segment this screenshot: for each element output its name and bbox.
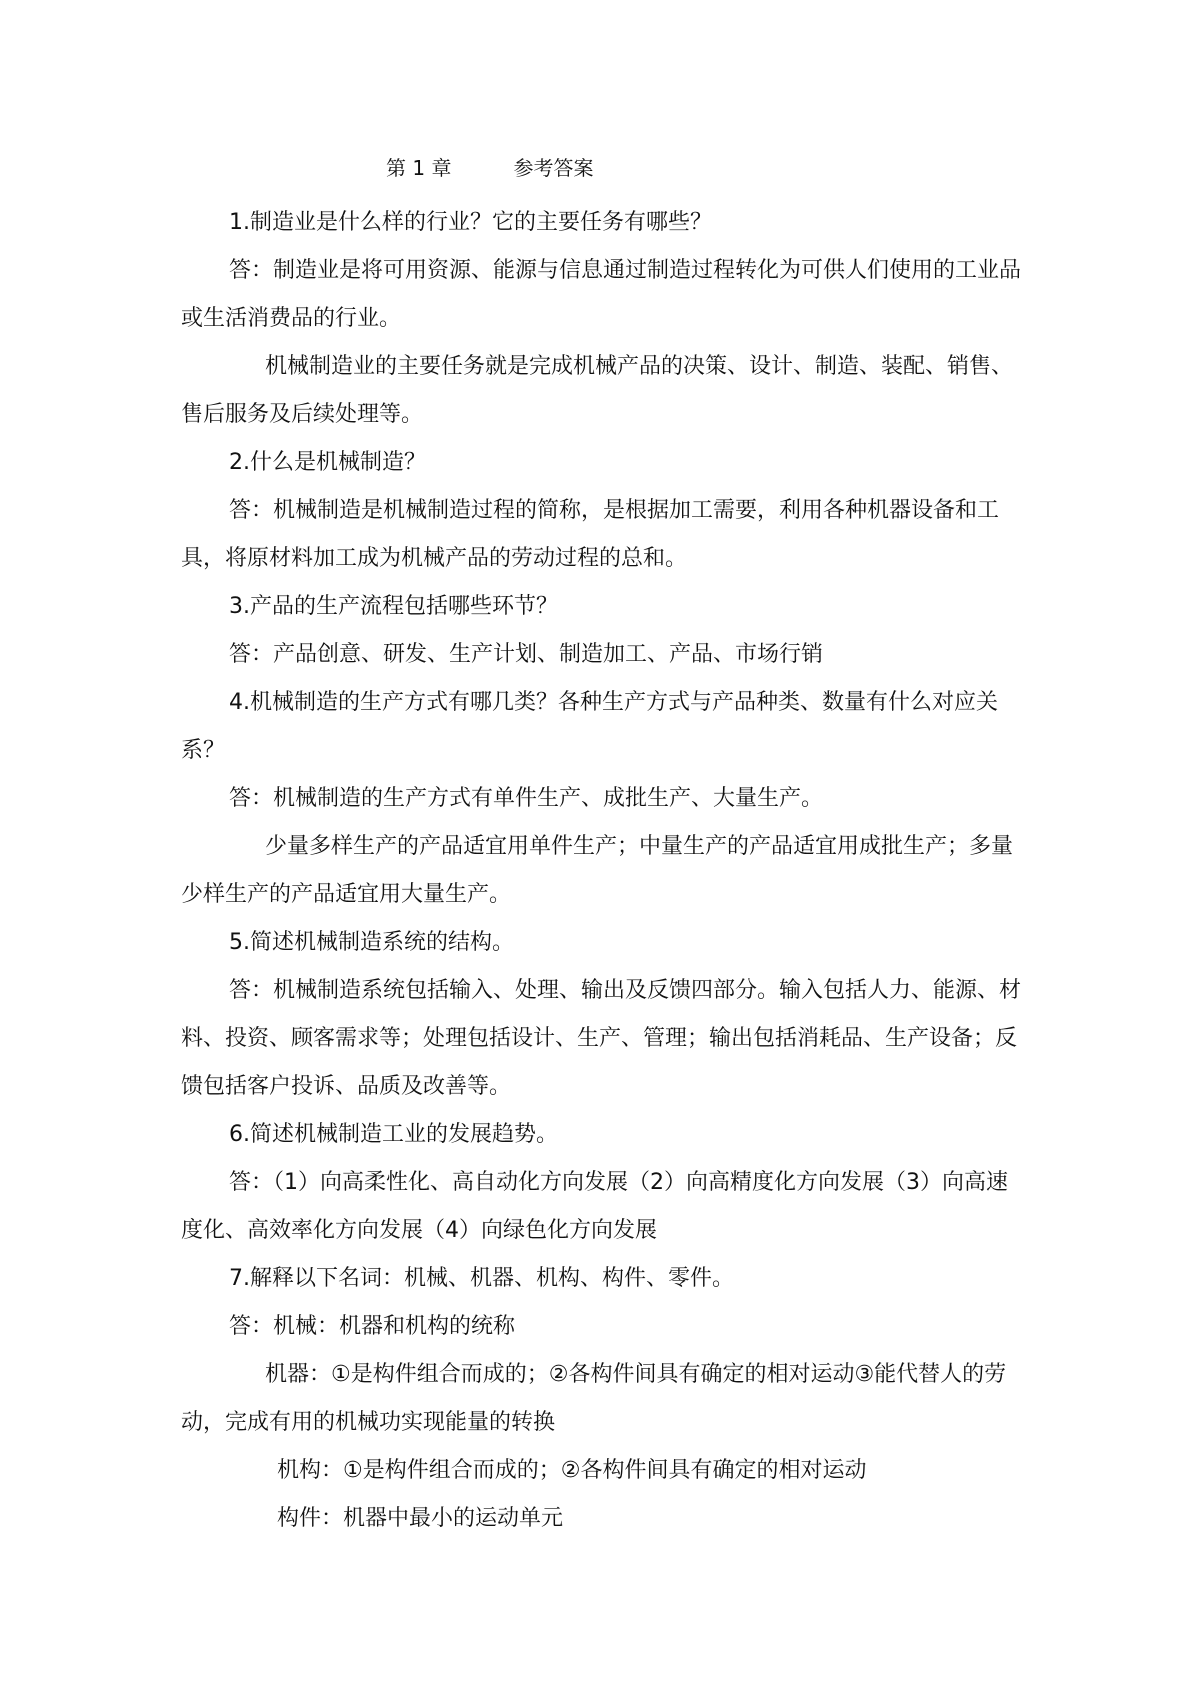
question-5: 5.简述机械制造系统的结构。 [229,930,514,955]
answer-3: 答：产品创意、研发、生产计划、制造加工、产品、市场行销 [229,642,824,667]
question-7: 7.解释以下名词：机械、机器、机构、构件、零件。 [229,1266,734,1291]
question-1: 1.制造业是什么样的行业？它的主要任务有哪些？ [229,210,712,235]
chapter-label: 第 1 章 [386,156,452,180]
definition-mechanism: 机构：①是构件组合而成的；②各构件间具有确定的相对运动 [277,1458,867,1483]
answer-1-continued: 机械制造业的主要任务就是完成机械产品的决策、设计、制造、装配、销售、售后服务及后续处理等。 [181,354,1014,427]
question-6: 6.简述机械制造工业的发展趋势。 [229,1122,558,1147]
chapter-heading [386,152,593,184]
chapter-title: 参考答案 [513,156,594,180]
answer-1: 答：制造业是将可用资源、能源与信息通过制造过程转化为可供人们使用的工业品或生活消费品的行业。 [181,258,1022,331]
answer-4-continued: 少量多样生产的产品适宜用单件生产；中量生产的产品适宜用成批生产；多量少样生产的产品适宜用大量生产。 [181,834,1014,907]
answer-content [181,199,1026,1543]
answer-7: 答：机械：机器和机构的统称 [229,1314,516,1339]
question-3: 3.产品的生产流程包括哪些环节？ [229,594,558,619]
answer-2: 答：机械制造是机械制造过程的简称，是根据加工需要，利用各种机器设备和工具，将原材料加工成为机械产品的劳动过程的总和。 [181,498,1000,571]
question-2: 2.什么是机械制造？ [229,450,426,475]
definition-machine: 机器：①是构件组合而成的；②各构件间具有确定的相对运动③能代替人的劳动，完成有用的机械功实现能量的转换 [181,1362,1007,1435]
question-4: 4.机械制造的生产方式有哪几类？各种生产方式与产品种类、数量有什么对应关系？ [181,690,998,763]
answer-4: 答：机械制造的生产方式有单件生产、成批生产、大量生产。 [229,786,824,811]
definition-component: 构件：机器中最小的运动单元 [277,1506,564,1531]
answer-6: 答：（1）向高柔性化、高自动化方向发展（2）向高精度化方向发展（3）向高速度化、高效率化方向发展（4）向绿色化方向发展 [181,1170,1008,1243]
answer-5: 答：机械制造系统包括输入、处理、输出及反馈四部分。输入包括人力、能源、材料、投资、顾客需求等；处理包括设计、生产、管理；输出包括消耗品、生产设备；反馈包括客户投诉、品质及改善等。 [181,978,1022,1099]
